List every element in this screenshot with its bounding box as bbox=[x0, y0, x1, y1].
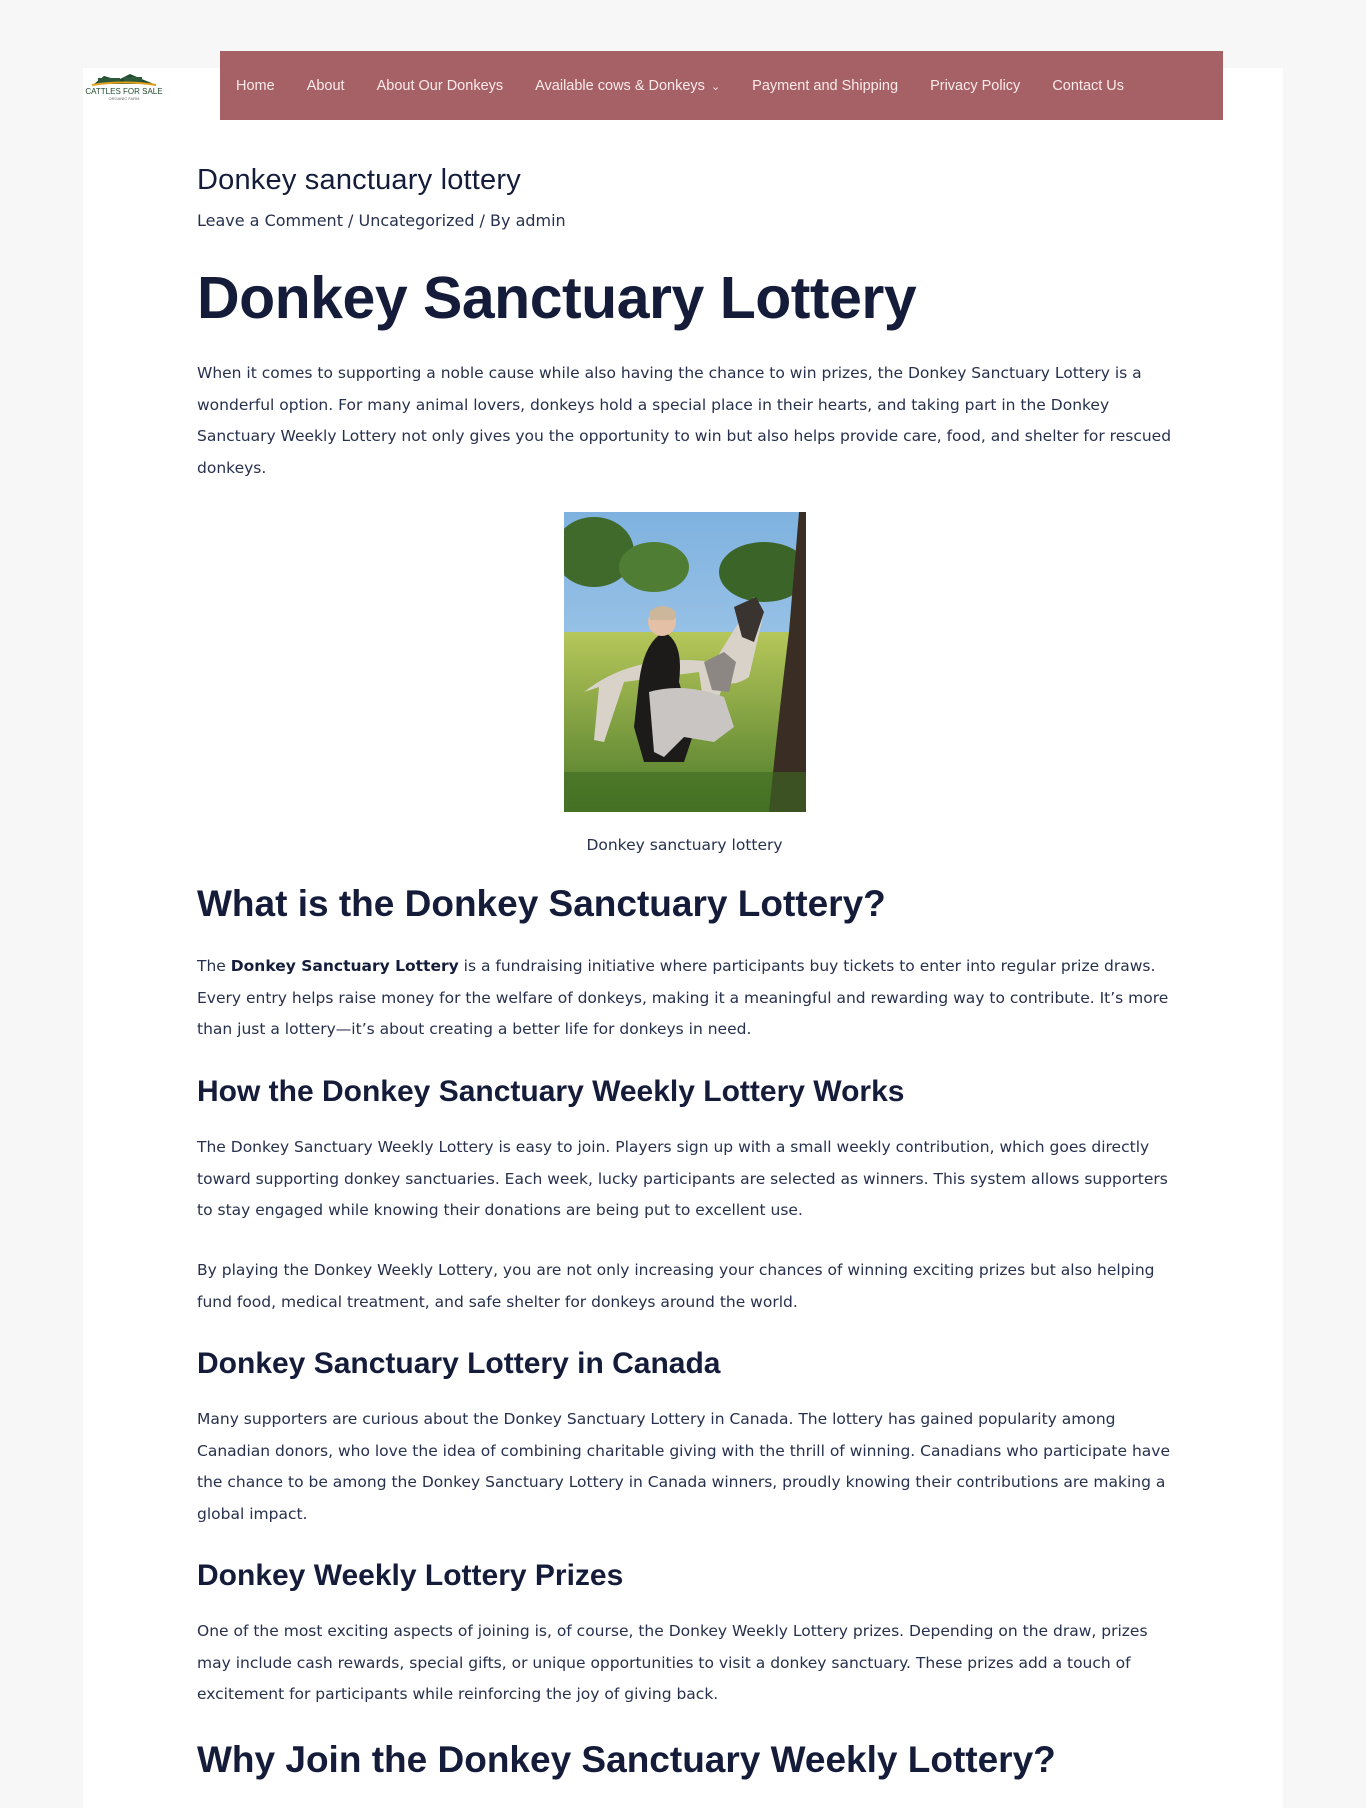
nav-available-label: Available cows & Donkeys bbox=[535, 77, 705, 94]
site-logo[interactable] bbox=[84, 70, 164, 102]
intro-paragraph: When it comes to supporting a noble cause while also having the chance to win prizes, the Donkey Sanctuary Lottery is a wonderful option. For many animal lovers, donkeys hold a special place in their hearts, and taking part in the Donkey Sanctuary Weekly Lottery not only gives you the opportunity to win but also helps provide care, food, and shelter for rescued donkeys. bbox=[197, 364, 1172, 477]
text-run: The bbox=[197, 957, 231, 975]
article-heading: Donkey Sanctuary Lottery bbox=[197, 265, 917, 331]
nav-available-cows-donkeys[interactable] bbox=[535, 78, 720, 94]
nav-about-our-donkeys[interactable]: About Our Donkeys bbox=[376, 77, 504, 94]
author-link[interactable]: admin bbox=[515, 211, 566, 230]
section-heading-how-it-works: How the Donkey Sanctuary Weekly Lottery Works bbox=[197, 1075, 905, 1108]
leave-comment-link[interactable]: Leave a Comment bbox=[197, 211, 343, 230]
meta-separator: / bbox=[342, 211, 359, 230]
section-heading-canada: Donkey Sanctuary Lottery in Canada bbox=[197, 1347, 721, 1380]
main-navigation bbox=[220, 51, 1223, 120]
section-paragraph-how-it-works-1: The Donkey Sanctuary Weekly Lottery is easy to join. Players sign up with a small weekly contribution, which goes directly toward supporting donkey sanctuaries. Each week, lucky participants are selected as winners. This system allows supporters to stay engaged while knowing their donations are being put to excellent use. bbox=[197, 1138, 1168, 1219]
post-title: Donkey sanctuary lottery bbox=[197, 164, 521, 196]
text-run: is a fundraising initiative where participants buy tickets to enter into regular prize draws. Every entry helps raise money for the welfare of donkeys, making it a meaningful and rewarding way to contribute. It’s more than just a lottery—it’s about creating a better life for donkeys in need. bbox=[197, 957, 1169, 1038]
logo-subtext: ORGANIC FARM bbox=[108, 96, 140, 101]
section-heading-what-is: What is the Donkey Sanctuary Lottery? bbox=[197, 883, 886, 924]
nav-home[interactable]: Home bbox=[236, 77, 275, 94]
nav-privacy-policy[interactable]: Privacy Policy bbox=[930, 77, 1021, 94]
article-figure bbox=[197, 512, 1172, 854]
nav-payment-shipping[interactable]: Payment and Shipping bbox=[752, 77, 899, 94]
donkey-photo bbox=[564, 512, 806, 812]
post-meta bbox=[197, 211, 1172, 230]
section-paragraph-prizes: One of the most exciting aspects of joining is, of course, the Donkey Weekly Lottery prizes. Depending on the draw, prizes may include cash rewards, special gifts, or unique opportunities to visit a donkey sanctuary. These prizes add a touch of excitement for participants while reinforcing the joy of giving back. bbox=[197, 1622, 1148, 1703]
chevron-down-icon: ⌄ bbox=[710, 80, 721, 93]
category-link[interactable]: Uncategorized bbox=[358, 211, 475, 230]
section-paragraph-how-it-works-2: By playing the Donkey Weekly Lottery, you are not only increasing your chances of winning exciting prizes but also helping fund food, medical treatment, and safe shelter for donkeys around the world. bbox=[197, 1261, 1155, 1311]
section-heading-prizes: Donkey Weekly Lottery Prizes bbox=[197, 1559, 624, 1592]
section-paragraph-canada: Many supporters are curious about the Donkey Sanctuary Lottery in Canada. The lottery has gained popularity among Canadian donors, who love the idea of combining charitable giving with the thrill of winning. Canadians who participate have the chance to be among the Donkey Sanctuary Lottery in Canada winners, proudly knowing their contributions are making a global impact. bbox=[197, 1410, 1171, 1523]
bold-text: Donkey Sanctuary Lottery bbox=[230, 957, 459, 975]
nav-contact-us[interactable]: Contact Us bbox=[1052, 77, 1125, 94]
nav-about[interactable]: About bbox=[306, 77, 345, 94]
meta-separator: / By bbox=[474, 211, 516, 230]
section-paragraph-what-is bbox=[197, 951, 1172, 1046]
logo-text: CATTLES FOR SALE bbox=[85, 87, 163, 96]
section-heading-why-join: Why Join the Donkey Sanctuary Weekly Lottery? bbox=[197, 1739, 1056, 1780]
figure-caption: Donkey sanctuary lottery bbox=[586, 836, 783, 854]
